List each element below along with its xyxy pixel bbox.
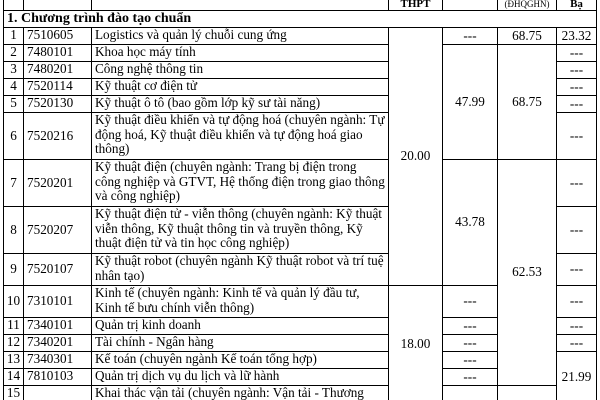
row-code: 7340101 — [24, 318, 92, 335]
header-dhqghn: (ĐHQGHN) — [498, 0, 557, 11]
row-c4: --- — [557, 113, 597, 160]
row-name: Quản trị dịch vụ du lịch và lữ hành — [92, 369, 389, 386]
row-code: 7520216 — [24, 113, 92, 160]
table-row — [4, 28, 597, 45]
row-stt: 11 — [4, 318, 24, 335]
row-stt: 13 — [4, 352, 24, 369]
c3-score-group1: 68.75 — [498, 45, 557, 160]
row-code: 7480101 — [24, 45, 92, 62]
section-row — [4, 11, 597, 28]
row-code: 7520201 — [24, 160, 92, 207]
c2-score-group2: 43.78 — [443, 160, 498, 286]
row-name: Tài chính - Ngân hàng — [92, 335, 389, 352]
row-c2: --- — [443, 352, 498, 369]
row-stt: 6 — [4, 113, 24, 160]
row-code: 7520130 — [24, 96, 92, 113]
row-code: 7520114 — [24, 79, 92, 96]
table-row — [4, 45, 597, 62]
row-c4: --- — [557, 79, 597, 96]
row-c2: --- — [443, 369, 498, 386]
row-stt: 12 — [4, 335, 24, 352]
row-stt: 2 — [4, 45, 24, 62]
row-name: Kỹ thuật điện (chuyên ngành: Trang bị điện trong công nghiệp và GTVT, Hệ thống điện trong giao thông và công nghiệp) — [92, 160, 389, 207]
row-c4: --- — [557, 254, 597, 286]
row-code: 7510605 — [24, 28, 92, 45]
row-code: 7480201 — [24, 62, 92, 79]
row-c4: --- — [557, 62, 597, 79]
row-code: 7520107 — [24, 254, 92, 286]
row-c4: 23.32 — [557, 28, 597, 45]
row-name: Kỹ thuật robot (chuyên ngành Kỹ thuật robot và trí tuệ nhân tạo) — [92, 254, 389, 286]
row-c3: 68.75 — [498, 28, 557, 45]
admission-score-table — [3, 0, 597, 400]
header-thpt: THPT — [389, 0, 443, 11]
row-name: Kỹ thuật điều khiển và tự động hoá (chuyên ngành: Tự động hoá, Kỹ thuật điều khiển và tự động hoá giao thông) — [92, 113, 389, 160]
row-c4: --- — [557, 45, 597, 62]
row-stt: 7 — [4, 160, 24, 207]
row-name: Công nghệ thông tin — [92, 62, 389, 79]
c3-score-group2: 62.53 — [498, 160, 557, 386]
row-c4: --- — [557, 286, 597, 318]
row-c4: --- — [557, 160, 597, 207]
row-name: Logistics và quản lý chuỗi cung ứng — [92, 28, 389, 45]
row-name: Kế toán (chuyên ngành Kế toán tổng hợp) — [92, 352, 389, 369]
row-c2: --- — [443, 28, 498, 45]
row-name: Quản trị kinh doanh — [92, 318, 389, 335]
row-stt: 5 — [4, 96, 24, 113]
row-code: 7310101 — [24, 286, 92, 318]
c2-score-group1: 47.99 — [443, 45, 498, 160]
row-name: Kỹ thuật ô tô (bao gồm lớp kỹ sư tài năng) — [92, 96, 389, 113]
row-code: 7810103 — [24, 369, 92, 386]
row-name: Khai thác vận tải (chuyên ngành: Vận tải - Thương — [92, 386, 389, 400]
row-name: Kỹ thuật cơ điện tử — [92, 79, 389, 96]
row-name: Kinh tế (chuyên ngành: Kinh tế và quản lý đầu tư, Kinh tế bưu chính viễn thông) — [92, 286, 389, 318]
row-c2: --- — [443, 335, 498, 352]
header-last: Bạ — [557, 0, 597, 11]
row-name: Kỹ thuật điện tử - viễn thông (chuyên ngành: Kỹ thuật viễn thông, Kỹ thuật thông tin và truyền thông, Kỹ thuật điện tử và tin học công nghiệp) — [92, 207, 389, 254]
row-stt: 8 — [4, 207, 24, 254]
row-code: 7340201 — [24, 335, 92, 352]
row-code: 7520207 — [24, 207, 92, 254]
row-c4: --- — [557, 96, 597, 113]
row-stt: 1 — [4, 28, 24, 45]
row-c4: --- — [557, 335, 597, 352]
row-name: Khoa học máy tính — [92, 45, 389, 62]
thpt-score-group1: 20.00 — [389, 28, 443, 286]
row-code — [24, 386, 92, 400]
thpt-score-group2: 18.00 — [389, 286, 443, 400]
row-c4: --- — [557, 207, 597, 254]
table-header-row — [4, 0, 597, 11]
c4-score-group: 21.99 — [557, 352, 597, 400]
row-c4: --- — [557, 318, 597, 335]
row-stt: 15 — [4, 386, 24, 400]
row-c2: --- — [443, 318, 498, 335]
row-c2: --- — [443, 286, 498, 318]
row-stt: 10 — [4, 286, 24, 318]
row-stt: 14 — [4, 369, 24, 386]
table-row — [4, 160, 597, 207]
row-stt: 9 — [4, 254, 24, 286]
row-stt: 3 — [4, 62, 24, 79]
row-code: 7340301 — [24, 352, 92, 369]
table-row — [4, 386, 597, 400]
row-stt: 4 — [4, 79, 24, 96]
section-title: 1. Chương trình đào tạo chuẩn — [4, 11, 597, 28]
